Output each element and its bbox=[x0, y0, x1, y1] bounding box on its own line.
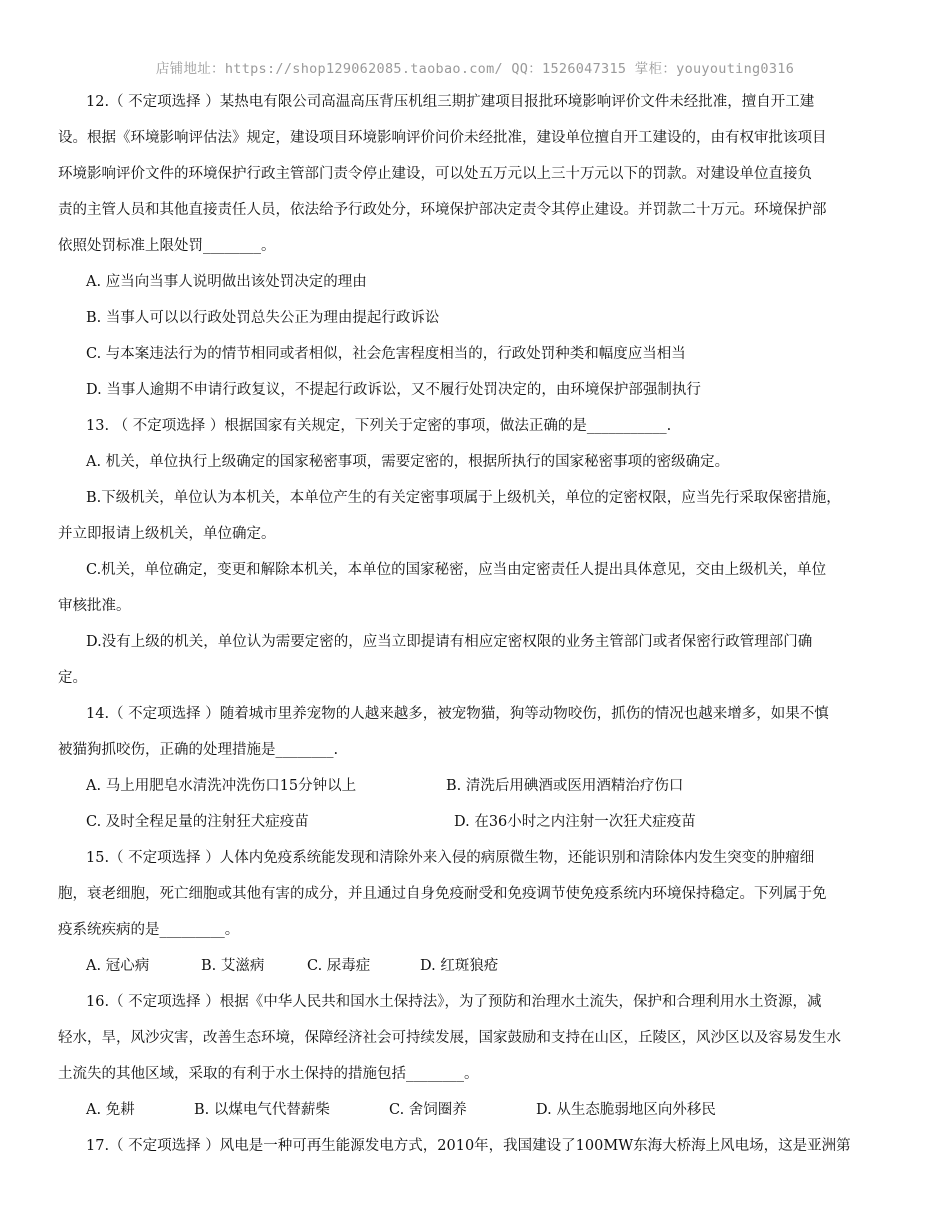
option-d: D. 红斑狼疮 bbox=[420, 958, 499, 974]
option-d: D.没有上级的机关，单位认为需要定密的，应当立即提请有相应定密权限的业务主管部门或者保密行政管理部门确 bbox=[86, 634, 813, 650]
question-stem-line: 15.（ 不定项选择 ）人体内免疫系统能发现和清除外来入侵的病原微生物，还能识别和清除体内发生突变的肿瘤细 bbox=[86, 850, 815, 866]
option-d: D. 在36小时之内注射一次狂犬症疫苗 bbox=[454, 814, 696, 830]
option-b: B.下级机关，单位认为本机关，本单位产生的有关定密事项属于上级机关，单位的定密权限，应当先行采取保密措施， bbox=[86, 490, 841, 506]
shop-watermark: 店铺地址：https://shop129062085.taobao.com/ QQ：1526047315 掌柜：youyouting0316 bbox=[155, 61, 795, 77]
option-c-continuation: 审核批准。 bbox=[58, 598, 131, 614]
option-c: C. 尿毒症 bbox=[307, 958, 371, 974]
option-b: B. 艾滋病 bbox=[201, 958, 265, 974]
question-stem-line: 17.（ 不定项选择 ）风电是一种可再生能源发电方式，2010年，我国建设了100MW东海大桥海上风电场，这是亚洲第 bbox=[86, 1138, 851, 1154]
option-a: A. 冠心病 bbox=[86, 958, 150, 974]
option-b: B. 清洗后用碘酒或医用酒精治疗伤口 bbox=[446, 778, 684, 794]
question-stem-line: 土流失的其他区域，采取的有利于水土保持的措施包括________。 bbox=[58, 1066, 479, 1082]
exam-page bbox=[58, 84, 898, 1164]
options-row bbox=[58, 768, 898, 804]
option-a: A. 机关，单位执行上级确定的国家秘密事项，需要定密的，根据所执行的国家秘密事项的密级确定。 bbox=[86, 454, 730, 470]
question-stem-line: 轻水，旱，风沙灾害，改善生态环境，保障经济社会可持续发展，国家鼓励和支持在山区，丘陵区，风沙区以及容易发生水 bbox=[58, 1030, 841, 1046]
option-c: C. 与本案违法行为的情节相同或者相似，社会危害程度相当的，行政处罚种类和幅度应当相当 bbox=[86, 346, 686, 362]
question-stem-line: 责的主管人员和其他直接责任人员，依法给予行政处分，环境保护部决定责令其停止建设。并罚款二十万元。环境保护部 bbox=[58, 202, 827, 218]
option-d: D. 从生态脆弱地区向外移民 bbox=[536, 1102, 716, 1118]
question-stem-line: 12.（ 不定项选择 ）某热电有限公司高温高压背压机组三期扩建项目报批环境影响评价文件未经批准，擅自开工建 bbox=[86, 94, 815, 110]
option-c: C. 及时全程足量的注射狂犬症疫苗 bbox=[86, 814, 309, 830]
options-row bbox=[58, 948, 898, 984]
question-stem-line: 13. （ 不定项选择 ）根据国家有关规定，下列关于定密的事项，做法正确的是___________. bbox=[86, 418, 672, 434]
option-a: A. 应当向当事人说明做出该处罚决定的理由 bbox=[86, 274, 367, 290]
question-stem-line: 环境影响评价文件的环境保护行政主管部门责令停止建设，可以处五万元以上三十万元以下的罚款。对建设单位直接负 bbox=[58, 166, 812, 182]
option-c: C. 舍饲圈养 bbox=[389, 1102, 467, 1118]
option-a: A. 马上用肥皂水清洗冲洗伤口15分钟以上 bbox=[86, 778, 357, 794]
option-b: B. 以煤电气代替薪柴 bbox=[194, 1102, 330, 1118]
question-12 bbox=[58, 84, 898, 408]
question-stem-line: 被猫狗抓咬伤，正确的处理措施是________. bbox=[58, 742, 339, 758]
question-stem-line: 依照处罚标准上限处罚________。 bbox=[58, 238, 276, 254]
question-stem-line: 疫系统疾病的是_________。 bbox=[58, 922, 240, 938]
question-14 bbox=[58, 696, 898, 840]
question-stem-line: 设。根据《环境影响评估法》规定，建设项目环境影响评价问价未经批准，建设单位擅自开工建设的，由有权审批该项目 bbox=[58, 130, 827, 146]
question-stem-line: 16.（ 不定项选择 ）根据《中华人民共和国水土保持法》，为了预防和治理水土流失，保护和合理利用水土资源，减 bbox=[86, 994, 822, 1010]
option-b-continuation: 并立即报请上级机关，单位确定。 bbox=[58, 526, 276, 542]
question-13 bbox=[58, 408, 898, 696]
question-15 bbox=[58, 840, 898, 984]
question-stem-line: 胞，衰老细胞，死亡细胞或其他有害的成分，并且通过自身免疫耐受和免疫调节使免疫系统内环境保持稳定。下列属于免 bbox=[58, 886, 827, 902]
option-c: C.机关，单位确定，变更和解除本机关，本单位的国家秘密，应当由定密责任人提出具体意见，交由上级机关，单位 bbox=[86, 562, 827, 578]
question-16 bbox=[58, 984, 898, 1128]
question-17 bbox=[58, 1128, 898, 1164]
options-row bbox=[58, 804, 898, 840]
options-row bbox=[58, 1092, 898, 1128]
option-a: A. 免耕 bbox=[86, 1102, 135, 1118]
option-b: B. 当事人可以以行政处罚总失公正为理由提起行政诉讼 bbox=[86, 310, 440, 326]
option-d: D. 当事人逾期不申请行政复议，不提起行政诉讼，又不履行处罚决定的，由环境保护部强制执行 bbox=[86, 382, 701, 398]
question-stem-line: 14.（ 不定项选择 ）随着城市里养宠物的人越来越多，被宠物猫，狗等动物咬伤，抓伤的情况也越来增多，如果不慎 bbox=[86, 706, 829, 722]
option-d-continuation: 定。 bbox=[58, 670, 87, 686]
